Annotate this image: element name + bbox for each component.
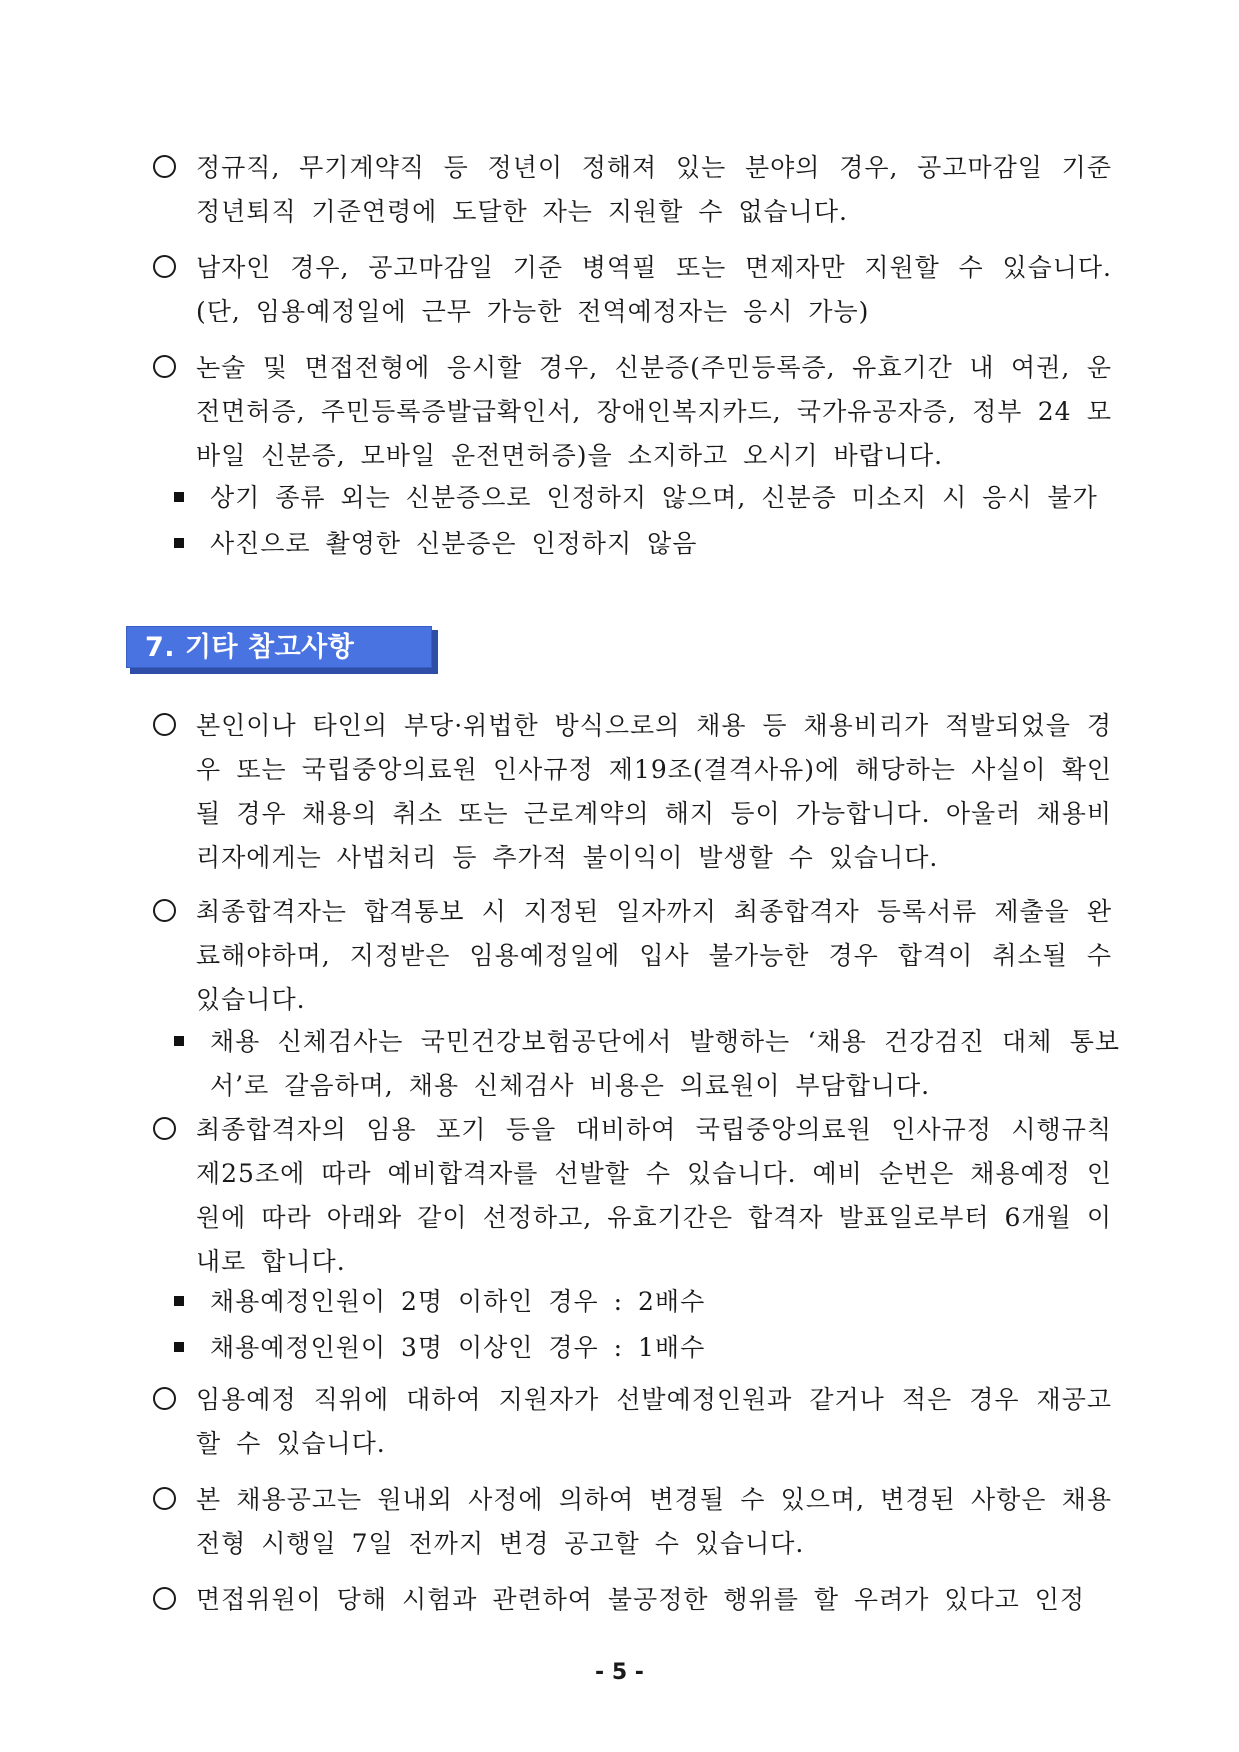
circle-bullet-icon	[152, 1108, 186, 1152]
circle-bullet-icon	[152, 704, 186, 748]
notice-item-military	[152, 246, 1112, 334]
notice-item-interviewer	[152, 1578, 1112, 1622]
notice-item-hiring-fraud	[152, 704, 1112, 880]
notice-text: 면접위원이 당해 시험과 관련하여 불공정한 행위를 할 우려가 있다고 인정	[196, 1585, 1086, 1614]
reserve-rule-text: 채용예정인원이 3명 이상인 경우 : 1배수	[210, 1333, 706, 1362]
notice-item-id-card	[152, 346, 1112, 478]
square-bullet-icon	[174, 492, 184, 502]
reserve-rule-item	[170, 1280, 1120, 1324]
circle-bullet-icon	[152, 1378, 186, 1422]
health-check-text: 채용 신체검사는 국민건강보험공단에서 발행하는 ‘채용 건강검진 대체 통보서’로 갈음하며, 채용 신체검사 비용은 의료원이 부담합니다.	[210, 1027, 1120, 1100]
heading-box	[126, 626, 432, 668]
notice-text: 남자인 경우, 공고마감일 기준 병역필 또는 면제자만 지원할 수 있습니다. (단, 임용예정일에 근무 가능한 전역예정자는 응시 가능)	[196, 253, 1112, 326]
notice-item-repost	[152, 1378, 1112, 1466]
health-check-note	[170, 1020, 1120, 1108]
id-note-text: 사진으로 촬영한 신분증은 인정하지 않음	[210, 529, 698, 558]
section-heading	[126, 626, 438, 674]
notice-item-final-documents	[152, 890, 1112, 1022]
notice-text: 정규직, 무기계약직 등 정년이 정해져 있는 분야의 경우, 공고마감일 기준 정년퇴직 기준연령에 도달한 자는 지원할 수 없습니다.	[196, 153, 1112, 226]
notice-item-reserve	[152, 1108, 1112, 1284]
section-title: 7. 기타 참고사항	[145, 632, 355, 663]
id-note-item	[170, 476, 1120, 520]
reserve-rule-text: 채용예정인원이 2명 이하인 경우 : 2배수	[210, 1287, 706, 1316]
circle-bullet-icon	[152, 1578, 186, 1622]
page-number: - 5 -	[595, 1660, 644, 1685]
notice-item-change	[152, 1478, 1112, 1566]
id-note-item	[170, 522, 1120, 566]
reserve-rule-item	[170, 1326, 1120, 1370]
notice-item-retirement	[152, 146, 1112, 234]
notice-text: 임용예정 직위에 대하여 지원자가 선발예정인원과 같거나 적은 경우 재공고 할 수 있습니다.	[196, 1385, 1112, 1458]
circle-bullet-icon	[152, 146, 186, 190]
notice-text: 논술 및 면접전형에 응시할 경우, 신분증(주민등록증, 유효기간 내 여권, 운전면허증, 주민등록증발급확인서, 장애인복지카드, 국가유공자증, 정부 24 모바일 신분증, 모바일 운전면허증)을 소지하고 오시기 바랍니다.	[196, 353, 1112, 470]
circle-bullet-icon	[152, 890, 186, 934]
circle-bullet-icon	[152, 1478, 186, 1522]
circle-bullet-icon	[152, 246, 186, 290]
square-bullet-icon	[174, 1296, 184, 1306]
notice-text: 본인이나 타인의 부당·위법한 방식으로의 채용 등 채용비리가 적발되었을 경우 또는 국립중앙의료원 인사규정 제19조(결격사유)에 해당하는 사실이 확인될 경우 채용의 취소 또는 근로계약의 해지 등이 가능합니다. 아울러 채용비리자에게는 사법처리 등 추가적 불이익이 발생할 수 있습니다.	[196, 711, 1112, 872]
notice-text: 최종합격자의 임용 포기 등을 대비하여 국립중앙의료원 인사규정 시행규칙 제25조에 따라 예비합격자를 선발할 수 있습니다. 예비 순번은 채용예정 인원에 따라 아래와 같이 선정하고, 유효기간은 합격자 발표일로부터 6개월 이내로 합니다.	[196, 1115, 1112, 1276]
square-bullet-icon	[174, 1342, 184, 1352]
notice-text: 최종합격자는 합격통보 시 지정된 일자까지 최종합격자 등록서류 제출을 완료해야하며, 지정받은 임용예정일에 입사 불가능한 경우 합격이 취소될 수 있습니다.	[196, 897, 1112, 1014]
id-note-text: 상기 종류 외는 신분증으로 인정하지 않으며, 신분증 미소지 시 응시 불가	[210, 483, 1098, 512]
square-bullet-icon	[174, 538, 184, 548]
square-bullet-icon	[174, 1036, 184, 1046]
notice-text: 본 채용공고는 원내외 사정에 의하여 변경될 수 있으며, 변경된 사항은 채용전형 시행일 7일 전까지 변경 공고할 수 있습니다.	[196, 1485, 1112, 1558]
circle-bullet-icon	[152, 346, 186, 390]
